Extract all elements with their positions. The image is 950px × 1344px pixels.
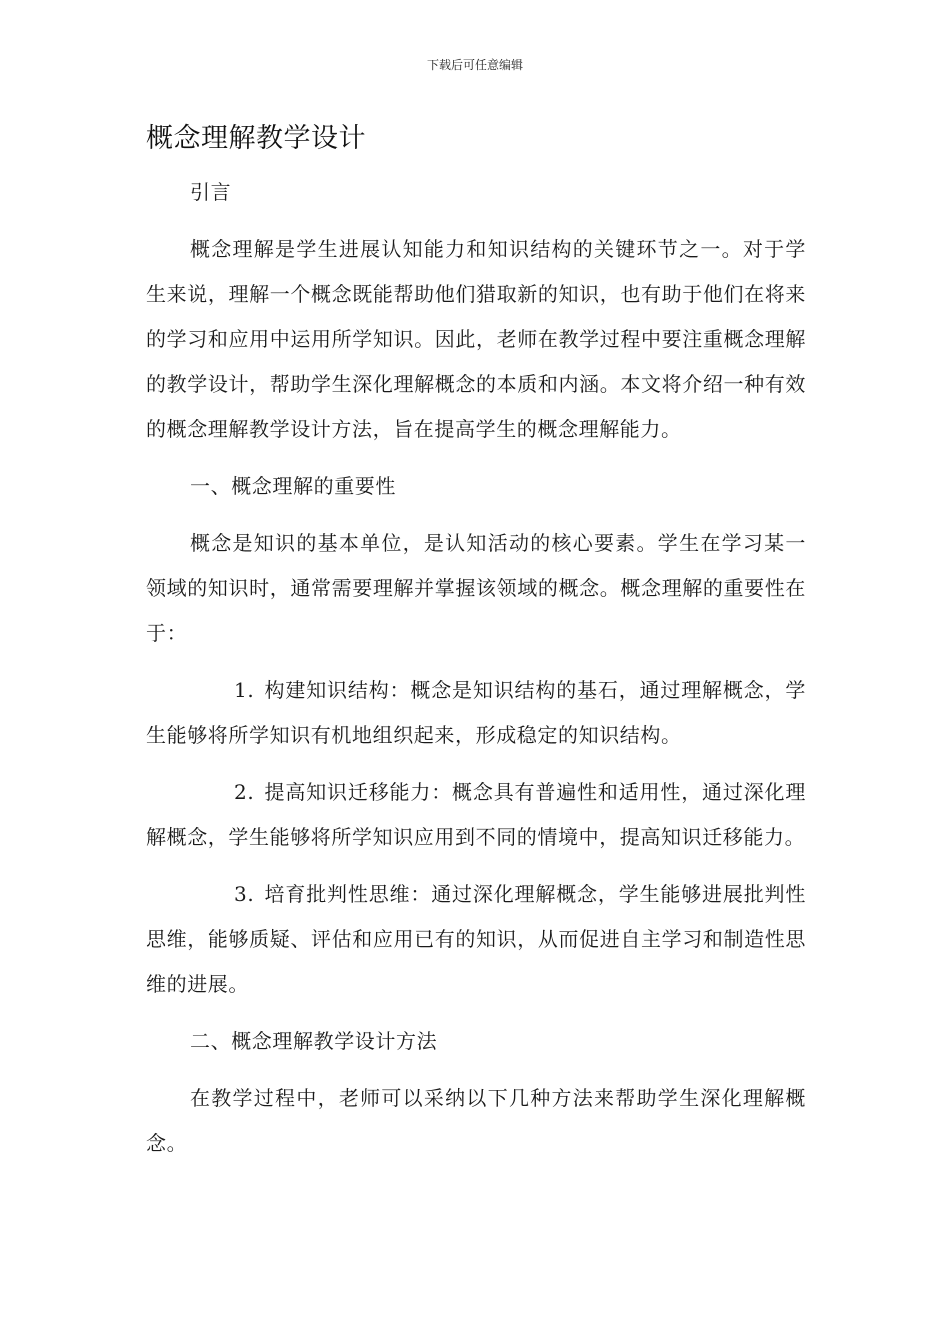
point-3-number: 3. (234, 882, 255, 906)
document-body (146, 170, 806, 1166)
section1-paragraph: 概念是知识的基本单位，是认知活动的核心要素。学生在学习某一领域的知识时，通常需要理解并掌握该领域的概念。概念理解的重要性在于： (146, 531, 806, 645)
section2-heading: 二、概念理解教学设计方法 (190, 1029, 438, 1053)
section2-paragraph: 在教学过程中，老师可以采纳以下几种方法来帮助学生深化理解概念。 (146, 1086, 806, 1155)
point-1-text: 构建知识结构：概念是知识结构的基石，通过理解概念，学生能够将所学知识有机地组织起来，形成稳定的知识结构。 (146, 678, 806, 747)
point-2-text: 提高知识迁移能力：概念具有普遍性和适用性，通过深化理解概念，学生能够将所学知识应用到不同的情境中，提高知识迁移能力。 (146, 780, 806, 849)
point-2-number: 2. (234, 780, 255, 804)
document-title: 概念理解教学设计 (146, 123, 366, 154)
intro-heading: 引言 (190, 180, 232, 204)
point-2 (146, 770, 806, 860)
point-1-number: 1. (234, 678, 255, 702)
section1-heading: 一、概念理解的重要性 (190, 474, 396, 498)
point-3 (146, 872, 806, 1007)
point-1 (146, 668, 806, 758)
header-note: 下载后可任意编辑 (426, 58, 523, 72)
intro-paragraph: 概念理解是学生进展认知能力和知识结构的关键环节之一。对于学生来说，理解一个概念既能帮助他们猎取新的知识，也有助于他们在将来的学习和应用中运用所学知识。因此，老师在教学过程中要注重概念理解的教学设计，帮助学生深化理解概念的本质和内涵。本文将介绍一种有效的概念理解教学设计方法，旨在提高学生的概念理解能力。 (146, 237, 806, 441)
point-3-text: 培育批判性思维：通过深化理解概念，学生能够进展批判性思维，能够质疑、评估和应用已有的知识，从而促进自主学习和制造性思维的进展。 (146, 882, 806, 996)
